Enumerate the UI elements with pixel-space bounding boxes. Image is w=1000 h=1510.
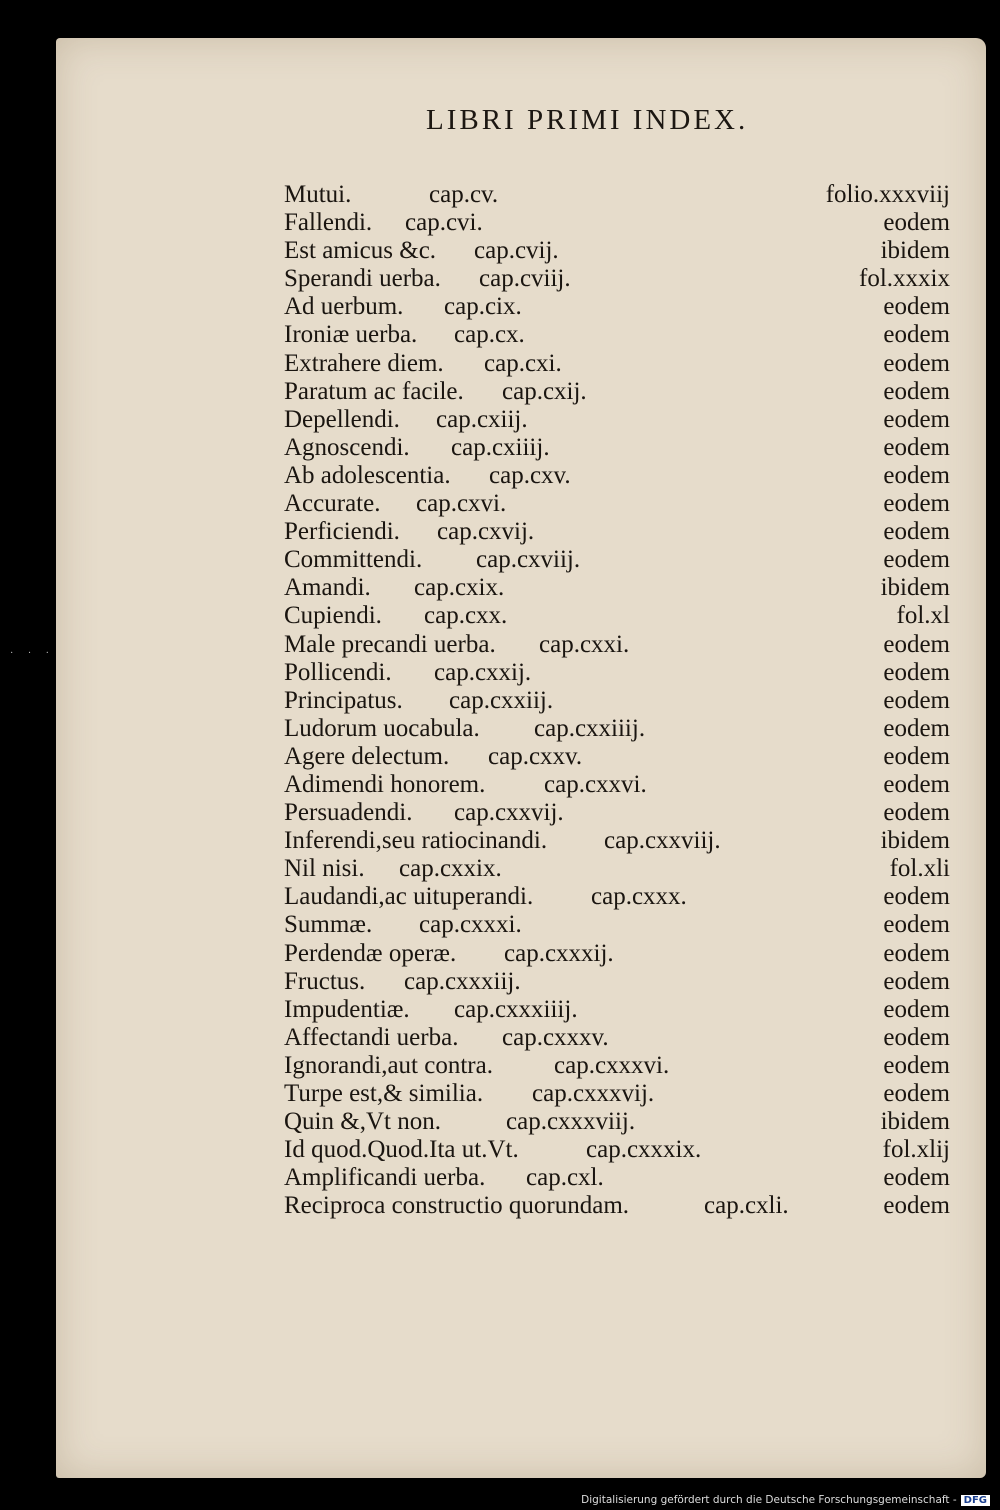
entry-folio: eodem — [883, 742, 950, 770]
entry-title: Amplificandi uerba. — [284, 1164, 486, 1192]
entry-chapter: cap.cxxiiij. — [534, 714, 646, 742]
page-header: LIBRI PRIMI INDEX. — [426, 104, 749, 136]
entry-folio: eodem — [883, 461, 950, 489]
entry-chapter: cap.cxv. — [489, 461, 571, 489]
entry-chapter: cap.cxxxviij. — [506, 1108, 636, 1136]
entry-chapter: cap.cxi. — [484, 349, 562, 377]
entry-title: Nil nisi. — [284, 855, 365, 883]
entry-title: Ad uerbum. — [284, 293, 404, 321]
index-entry — [56, 602, 986, 630]
entry-folio: eodem — [883, 490, 950, 518]
entry-chapter: cap.cxxxvij. — [532, 1080, 655, 1107]
entry-title: Est amicus &c. — [284, 237, 437, 265]
entry-folio: fol.xl — [896, 602, 950, 630]
entry-title: Depellendi. — [284, 405, 400, 433]
index-entry — [56, 462, 986, 490]
entry-title: Reciproca constructio quorundam. — [284, 1192, 630, 1220]
entry-chapter: cap.cxxij. — [434, 658, 532, 686]
entry-title: Sperandi uerba. — [284, 265, 441, 293]
index-entry — [56, 827, 986, 855]
margin-mark: · · · — [10, 648, 55, 659]
book-page — [56, 38, 986, 1478]
index-entry — [56, 321, 986, 349]
index-entry — [56, 631, 986, 659]
entry-chapter: cap.cxix. — [414, 574, 505, 602]
entry-folio: ibidem — [880, 827, 950, 855]
entry-chapter: cap.cxxxiij. — [404, 967, 521, 995]
entry-title: Principatus. — [284, 686, 403, 714]
index-entry — [56, 181, 986, 209]
entry-title: Mutui. — [284, 181, 352, 208]
entry-folio: eodem — [883, 911, 950, 939]
dfg-logo: DFG — [961, 1495, 990, 1506]
entry-folio: eodem — [883, 630, 950, 658]
index-entry — [56, 1136, 986, 1164]
entry-folio: eodem — [883, 377, 950, 405]
entry-title: Male precandi uerba. — [284, 630, 496, 658]
entry-chapter: cap.cxxxv. — [502, 1023, 609, 1051]
entry-chapter: cap.cxxviij. — [604, 827, 721, 855]
entry-title: Laudandi,ac uituperandi. — [284, 883, 534, 911]
entry-chapter: cap.cxxvij. — [454, 799, 564, 827]
entry-folio: eodem — [883, 349, 950, 377]
entry-folio: eodem — [883, 714, 950, 742]
entry-chapter: cap.cxli. — [704, 1192, 789, 1220]
entry-folio: eodem — [883, 1164, 950, 1192]
index-entry — [56, 968, 986, 996]
entry-folio: eodem — [883, 939, 950, 967]
entry-title: Agnoscendi. — [284, 433, 410, 461]
entry-folio: eodem — [883, 1192, 950, 1220]
entry-chapter: cap.cxvij. — [437, 518, 535, 546]
index-entry — [56, 546, 986, 574]
entry-chapter: cap.cxxxvi. — [554, 1051, 670, 1079]
entry-title: Ironiæ uerba. — [284, 321, 418, 349]
index-entry — [56, 771, 986, 799]
index-entry — [56, 1052, 986, 1080]
entry-title: Summæ. — [284, 911, 373, 939]
entry-title: Ludorum uocabula. — [284, 714, 480, 742]
index-entry — [56, 687, 986, 715]
entry-chapter: cap.cxij. — [502, 377, 587, 405]
entry-folio: eodem — [883, 518, 950, 546]
entry-chapter: cap.cxxv. — [488, 742, 583, 770]
entry-folio: eodem — [883, 770, 950, 798]
entry-folio: ibidem — [880, 574, 950, 602]
entry-title: Affectandi uerba. — [284, 1023, 459, 1051]
entry-folio: eodem — [883, 658, 950, 686]
index-entry — [56, 1080, 986, 1108]
entry-folio: eodem — [883, 209, 950, 237]
entry-chapter: cap.cxxi. — [539, 630, 630, 658]
index-entry — [56, 1192, 986, 1220]
entry-chapter: cap.cxxx. — [591, 883, 687, 911]
index-entry — [56, 209, 986, 237]
index-entry — [56, 911, 986, 939]
entry-title: Impudentiæ. — [284, 995, 410, 1023]
entry-chapter: cap.cxviij. — [476, 546, 581, 574]
entry-chapter: cap.cxiij. — [436, 405, 528, 433]
index-entry — [56, 940, 986, 968]
index-entry — [56, 265, 986, 293]
entry-folio: fol.xli — [889, 855, 950, 883]
entry-title: Ab adolescentia. — [284, 461, 451, 489]
entry-folio: eodem — [883, 995, 950, 1023]
entry-chapter: cap.cxiiij. — [451, 433, 550, 461]
entry-folio: eodem — [883, 883, 950, 911]
index-entry — [56, 350, 986, 378]
entry-title: Perdendæ operæ. — [284, 939, 457, 967]
entry-title: Committendi. — [284, 546, 423, 574]
footer-text: Digitalisierung gefördert durch die Deutsche Forschungsgemeinschaft - — [581, 1494, 957, 1506]
index-entry — [56, 293, 986, 321]
entry-chapter: cap.cxxxi. — [419, 911, 522, 939]
index-entry — [56, 1024, 986, 1052]
entry-chapter: cap.cxvi. — [416, 490, 507, 518]
entry-title: Inferendi,seu ratiocinandi. — [284, 827, 548, 855]
entry-chapter: cap.cvij. — [474, 237, 559, 265]
entry-folio: eodem — [883, 433, 950, 461]
entry-folio: eodem — [883, 686, 950, 714]
entry-folio: eodem — [883, 799, 950, 827]
entry-title: Fallendi. — [284, 209, 373, 237]
entry-chapter: cap.cxxxiiij. — [454, 995, 578, 1023]
entry-chapter: cap.cx. — [454, 321, 525, 349]
entry-folio: eodem — [883, 1023, 950, 1051]
footer-credit — [581, 1494, 990, 1506]
entry-chapter: cap.cix. — [444, 293, 522, 321]
entry-title: Quin &,Vt non. — [284, 1108, 441, 1136]
index-entry — [56, 1108, 986, 1136]
index-entry — [56, 406, 986, 434]
entry-folio: eodem — [883, 293, 950, 321]
index-entry — [56, 1164, 986, 1192]
entry-chapter: cap.cv. — [429, 181, 499, 208]
entry-folio: ibidem — [880, 237, 950, 265]
entry-chapter: cap.cxx. — [424, 602, 508, 630]
entry-chapter: cap.cvi. — [405, 209, 483, 237]
index-entry — [56, 518, 986, 546]
index-entry — [56, 996, 986, 1024]
entry-chapter: cap.cxxix. — [399, 855, 502, 883]
index-entry — [56, 434, 986, 462]
index-entry — [56, 799, 986, 827]
entry-title: Extrahere diem. — [284, 349, 444, 377]
index-entry — [56, 237, 986, 265]
entry-title: Persuadendi. — [284, 799, 413, 827]
entry-chapter: cap.cviij. — [479, 265, 571, 293]
entry-title: Paratum ac facile. — [284, 377, 464, 405]
entry-folio: eodem — [883, 1080, 950, 1107]
entry-chapter: cap.cxxiij. — [449, 686, 554, 714]
index-entry — [56, 715, 986, 743]
index-entry — [56, 490, 986, 518]
index-entry — [56, 378, 986, 406]
entry-folio: eodem — [883, 967, 950, 995]
index-list — [56, 181, 986, 1220]
entry-title: Ignorandi,aut contra. — [284, 1051, 493, 1079]
entry-chapter: cap.cxl. — [526, 1164, 604, 1192]
entry-chapter: cap.cxxvi. — [544, 770, 647, 798]
index-entry — [56, 659, 986, 687]
entry-folio: eodem — [883, 1051, 950, 1079]
index-entry — [56, 574, 986, 602]
entry-folio: eodem — [883, 405, 950, 433]
entry-folio: folio.xxxviij — [825, 181, 950, 208]
entry-folio: ibidem — [880, 1108, 950, 1136]
entry-title: Pollicendi. — [284, 658, 392, 686]
entry-title: Cupiendi. — [284, 602, 382, 630]
entry-title: Agere delectum. — [284, 742, 450, 770]
entry-chapter: cap.cxxxij. — [504, 939, 614, 967]
entry-chapter: cap.cxxxix. — [586, 1136, 702, 1164]
entry-folio: fol.xlij — [882, 1136, 950, 1164]
entry-title: Fructus. — [284, 967, 366, 995]
entry-folio: eodem — [883, 321, 950, 349]
index-entry — [56, 883, 986, 911]
index-entry — [56, 743, 986, 771]
entry-title: Accurate. — [284, 490, 381, 518]
entry-title: Adimendi honorem. — [284, 770, 486, 798]
entry-title: Turpe est,& similia. — [284, 1080, 484, 1107]
index-entry — [56, 855, 986, 883]
entry-folio: fol.xxxix — [859, 265, 950, 293]
entry-title: Perficiendi. — [284, 518, 400, 546]
entry-folio: eodem — [883, 546, 950, 574]
entry-title: Amandi. — [284, 574, 371, 602]
entry-title: Id quod.Quod.Ita ut.Vt. — [284, 1136, 519, 1164]
